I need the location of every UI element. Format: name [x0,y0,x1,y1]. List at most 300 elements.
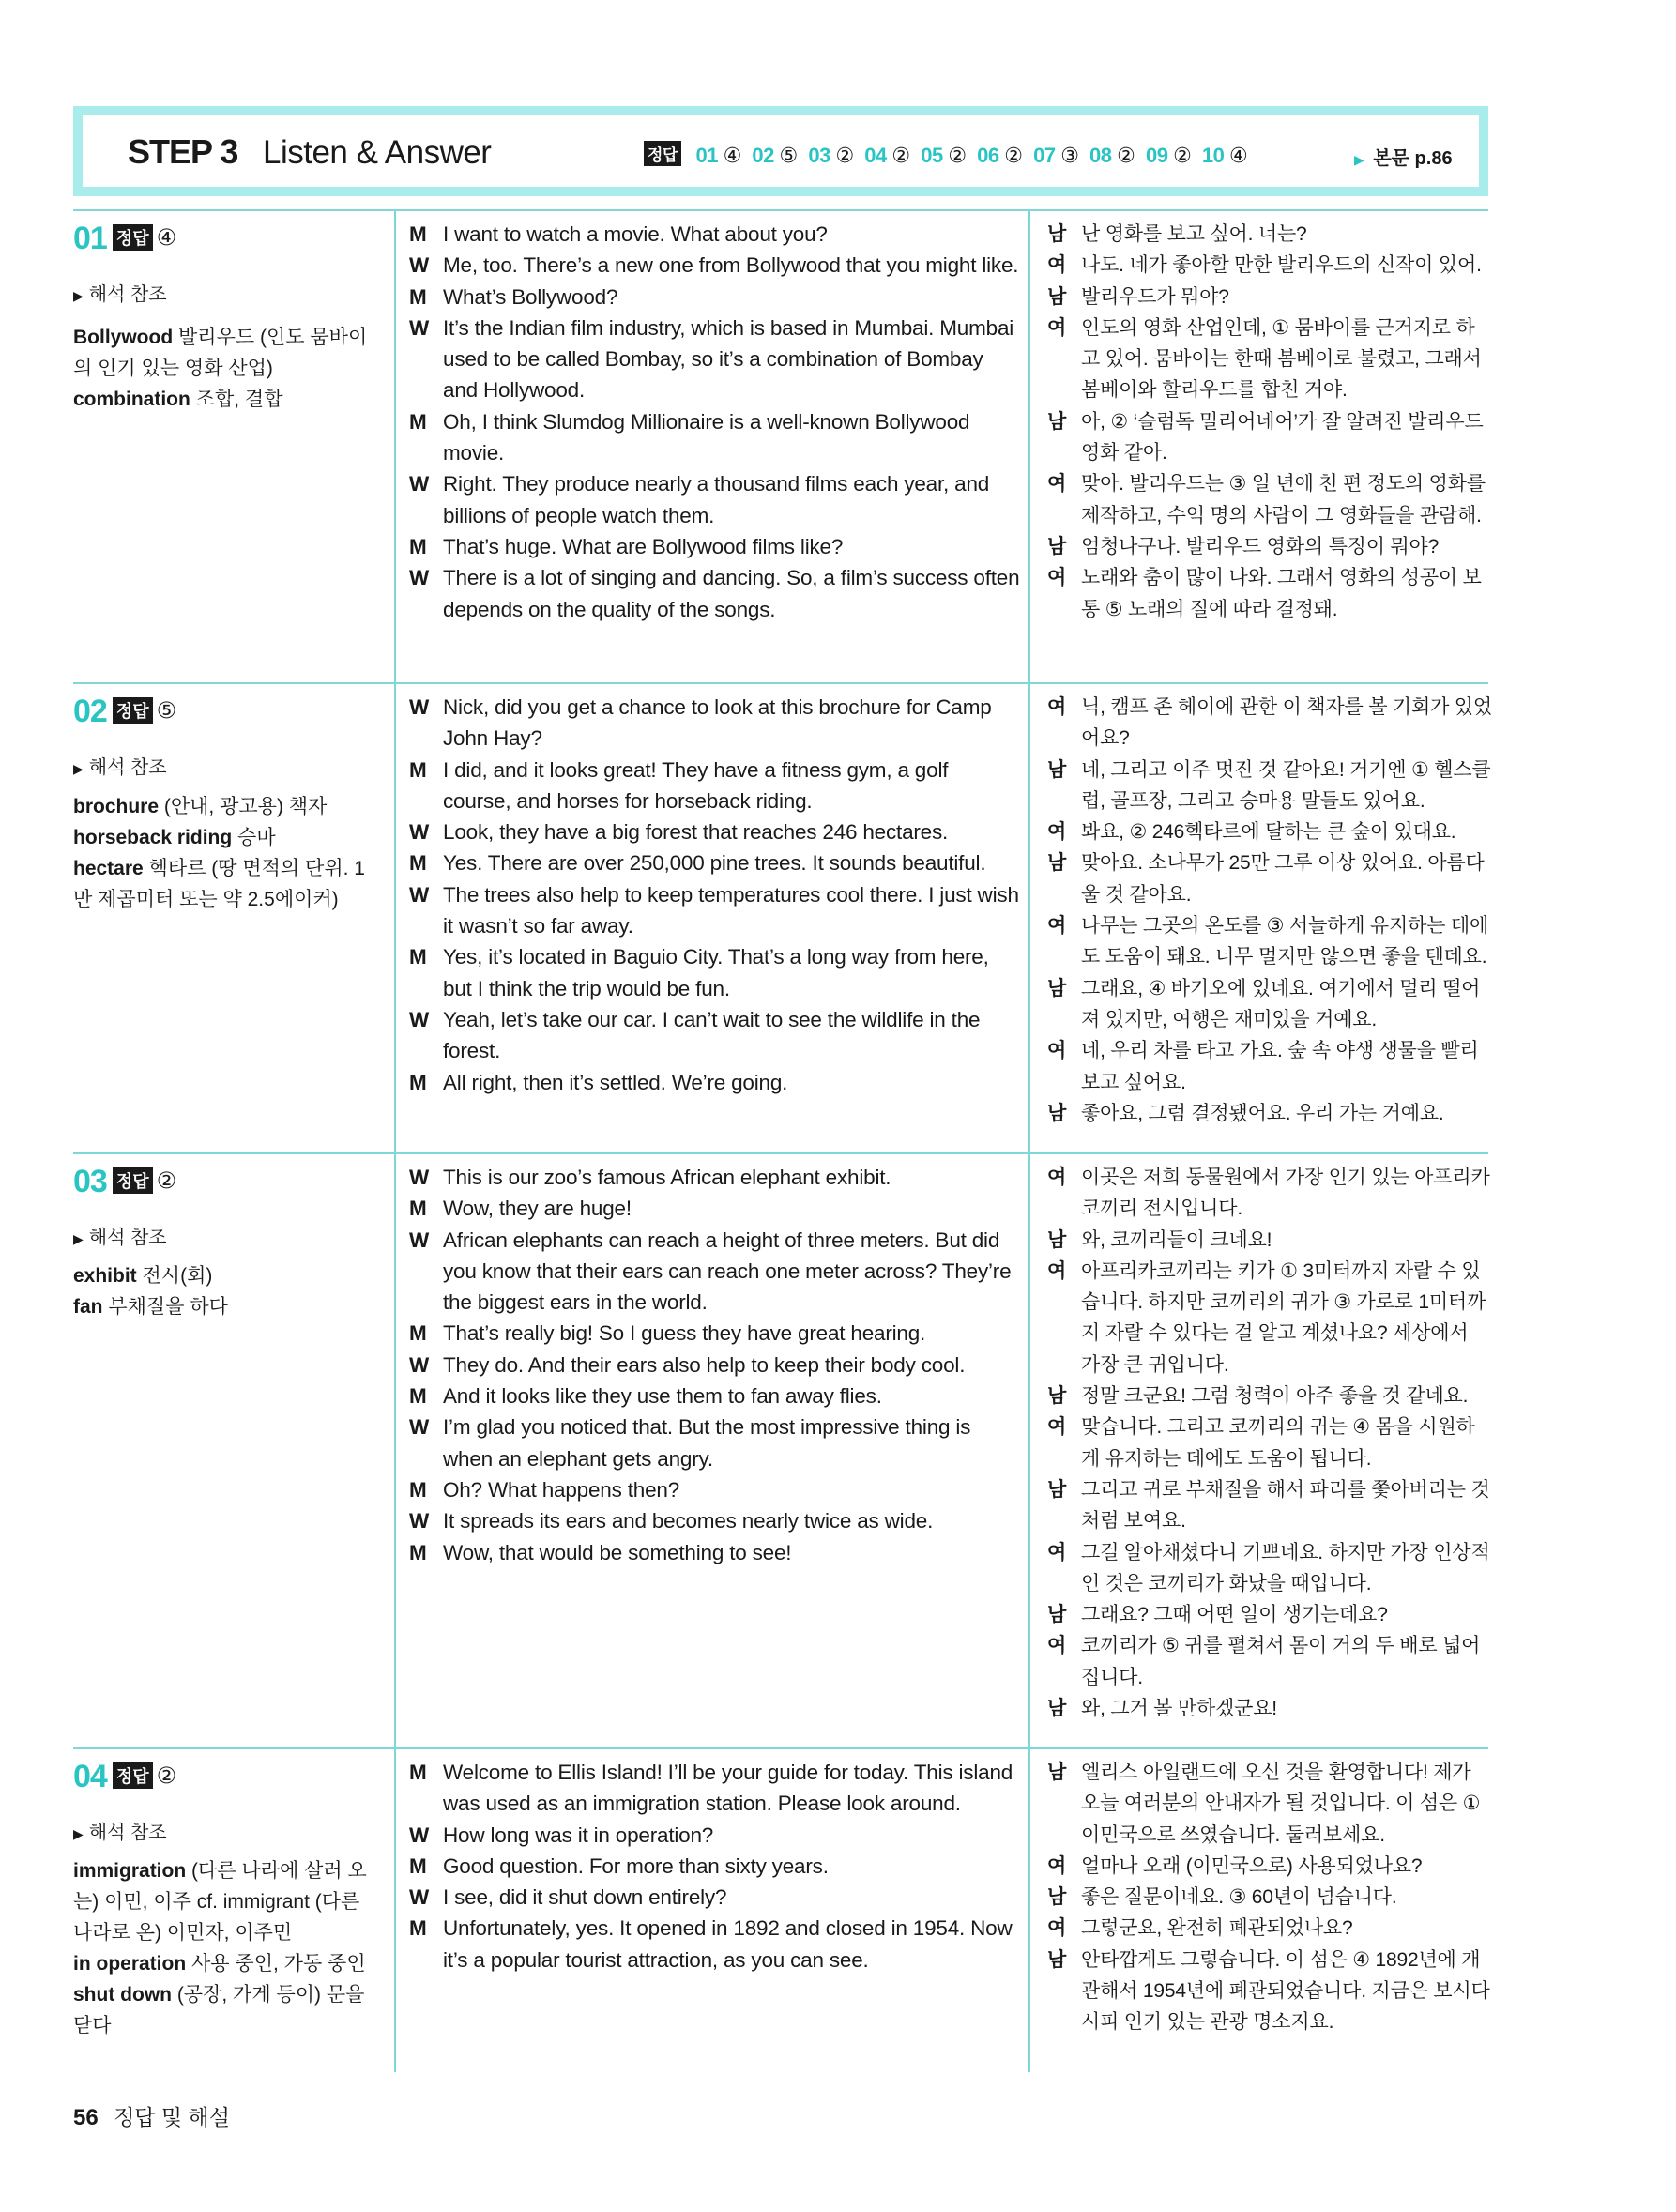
speaker: W [409,1509,430,1533]
note-text: 해석 참조 [88,1228,167,1248]
line-text: How long was it in operation? [443,1823,714,1847]
triangle-icon: ▶ [1354,152,1364,167]
line-text: 엄청나구나. 발리우드 영화의 특징이 뭐야? [1081,535,1440,557]
dialogue-line [409,531,1021,562]
line-text: 이곳은 저희 동물원에서 가장 인기 있는 아프리카 코끼리 전시입니다. [1081,1167,1490,1220]
line-text: And it looks like they use them to fan away flies. [443,1384,882,1409]
line-text: All right, then it’s settled. We’re going. [443,1070,788,1094]
answer-value: ② [942,144,972,167]
answer-item [1202,144,1247,167]
speaker: 남 [1047,1478,1067,1501]
translation-line [1047,1035,1492,1098]
translation-line [1047,1599,1492,1630]
dialogue-line [409,468,1021,531]
dialogue-line [409,941,1021,1004]
translation-line [1047,531,1492,562]
speaker: 여 [1047,567,1067,589]
speaker: W [409,820,430,845]
line-text: 난 영화를 보고 싶어. 너는? [1081,223,1307,245]
vocab-definition: 사용 중인, 가동 중인 [186,1953,366,1975]
vocab-definition: (안내, 광고용) 책자 [159,796,328,817]
line-text: 나도. 네가 좋아할 만한 발리우드의 신작이 있어. [1081,254,1482,277]
speaker: 남 [1047,1948,1067,1971]
line-text: There is a lot of singing and dancing. So, a film’s success often depends on the quality of the songs. [443,566,1020,621]
line-text: 엘리스 아일랜드에 오신 것을 환영합니다! 제가 오늘 여러분의 안내자가 될 것입니다. 이 섬은 ① 이민국으로 쓰였습니다. 둘러보세요. [1081,1762,1481,1846]
speaker: M [409,851,427,876]
vocab-item [73,384,373,415]
line-text: They do. And their ears also help to keep their body cool. [443,1352,966,1377]
answer-number: 09 [1145,144,1168,167]
vocab-definition: 전시(회) [136,1265,213,1287]
line-text: 그렇군요, 완전히 폐관되었나요? [1081,1917,1353,1940]
vocab-item [73,1291,373,1322]
korean-translation [1047,219,1492,625]
question-header [73,1759,176,1795]
speaker: W [409,1823,430,1847]
answer-item [864,144,915,167]
speaker: 여 [1047,254,1067,277]
speaker: W [409,472,430,496]
ref-label: 본문 [1373,148,1409,169]
speaker: M [409,1854,427,1878]
answer-item [808,144,859,167]
question-answer: ④ [156,225,177,251]
vocab-item [73,322,373,384]
footer-label: 정답 및 해설 [114,2105,230,2129]
vocabulary-list [73,322,373,415]
header-inner [83,115,1479,187]
line-text: 그래요? 그때 어떤 일이 생기는데요? [1081,1604,1388,1626]
translation-line [1047,1256,1492,1381]
line-text: Yes. There are over 250,000 pine trees. It sounds beautiful. [443,851,986,876]
speaker: 여 [1047,1635,1067,1657]
answer-list [695,144,1253,167]
vocab-item [73,1979,373,2041]
triangle-icon: ▶ [73,1231,84,1246]
line-text: Yes, it’s located in Baguio City. That’s a long way from here, but I think the trip would be fun. [443,945,989,1000]
speaker: M [409,534,427,558]
line-text: 코끼리가 ⑤ 귀를 펼쳐서 몸이 거의 두 배로 넓어집니다. [1081,1635,1481,1688]
speaker: 여 [1047,696,1067,718]
line-text: Right. They produce nearly a thousand films each year, and billions of people watch them. [443,472,990,527]
line-text: Nick, did you get a chance to look at this brochure for Camp John Hay? [443,695,992,751]
note-text: 해석 참조 [88,757,167,778]
line-text: 그리고 귀로 부채질을 해서 파리를 쫓아버리는 것처럼 보여요. [1081,1478,1490,1533]
answer-number: 02 [752,144,774,167]
korean-translation [1047,1757,1492,2038]
translation-line [1047,313,1492,406]
vocab-definition: 헥타르 (땅 면적의 단위. 1만 제곱미터 또는 약 2.5에이커) [73,858,365,910]
line-text: 나무는 그곳의 온도를 ③ 서늘하게 유지하는 데에도 도움이 돼요. 너무 멀지만 않으면 좋을 텐데요. [1081,915,1489,969]
translation-line [1047,755,1492,817]
answer-value: ② [1111,144,1140,167]
translation-line [1047,1757,1492,1851]
note-text: 해석 참조 [88,1823,167,1843]
speaker: W [409,1885,430,1910]
translation-line [1047,562,1492,625]
dialogue-line [409,1004,1021,1067]
vocab-item [73,853,373,915]
line-text: 그래요, ④ 바기오에 있네요. 여기에서 멀리 떨어져 있지만, 여행은 재미있을 거예요. [1081,977,1481,1030]
english-dialogue [409,1757,1021,1976]
dialogue-line [409,1757,1021,1820]
step-label: STEP 3 [128,132,238,171]
question-number: 03 [73,1164,107,1199]
speaker: M [409,757,427,782]
answer-number: 04 [864,144,887,167]
answer-item [752,144,802,167]
line-text: 아, ② ‘슬럼독 밀리어네어’가 잘 알려진 발리우드 영화 같아. [1081,410,1484,465]
translation-line [1047,468,1492,531]
vocab-item [73,1260,373,1291]
question-number: 01 [73,221,107,256]
speaker: W [409,1228,430,1252]
speaker: M [409,1477,427,1502]
line-text: 노래와 춤이 많이 나와. 그래서 영화의 성공이 보통 ⑤ 노래의 질에 따라 결정돼. [1081,567,1482,620]
dialogue-line [409,313,1021,406]
answer-tag: 정답 [113,697,153,724]
speaker: 남 [1047,1228,1067,1251]
translation-line [1047,910,1492,973]
line-text: 좋아요, 그럼 결정됐어요. 우리 가는 거예요. [1081,1102,1444,1124]
translation-note [73,1817,167,1844]
speaker: 여 [1047,1416,1067,1439]
speaker: 남 [1047,1385,1067,1408]
line-text: 안타깝게도 그렇습니다. 이 섬은 ④ 1892년에 개관해서 1954년에 폐관되었습니다. 지금은 보시다시피 인기 있는 관광 명소지요. [1081,1948,1490,2034]
speaker: W [409,695,430,719]
translation-line [1047,1851,1492,1882]
speaker: 남 [1047,1886,1067,1909]
speaker: 남 [1047,410,1067,433]
line-text: 인도의 영화 산업인데, ① 뭄바이를 근거지로 하고 있어. 뭄바이는 한때 봄베이로 불렸고, 그래서 봄베이와 할리우드를 합친 거야. [1081,316,1482,402]
answer-tag: 정답 [644,141,681,166]
speaker: 남 [1047,285,1067,308]
dialogue-line [409,1913,1021,1976]
line-text: I see, did it shut down entirely? [443,1885,727,1910]
translation-line [1047,219,1492,250]
dialogue-line [409,1193,1021,1224]
header-banner [73,106,1488,196]
vocab-item [73,1948,373,1979]
vocab-term: brochure [73,796,160,817]
translation-line [1047,1913,1492,1944]
divider [73,1152,1488,1154]
translation-line [1047,250,1492,281]
translation-line [1047,1537,1492,1600]
translation-line [1047,1630,1492,1693]
answer-value: ② [1167,144,1196,167]
translation-line [1047,1225,1492,1256]
translation-line [1047,1098,1492,1129]
speaker: M [409,1761,427,1784]
answer-item [1033,144,1084,167]
answer-value: ② [886,144,916,167]
line-text: I’m glad you noticed that. But the most impressive thing is when an elephant gets angry. [443,1415,971,1471]
translation-line [1047,1474,1492,1537]
vocab-term: fan [73,1296,103,1318]
question-header [73,221,176,257]
vocab-definition: (다른 나라에 살러 오는) 이민, 이주 cf. immigrant (다른 나라로 온) 이민자, 이주민 [73,1860,367,1944]
answer-number: 03 [808,144,830,167]
english-dialogue [409,1162,1021,1568]
speaker: 남 [1047,758,1067,781]
vocab-item [73,822,373,853]
english-dialogue [409,692,1021,1098]
speaker: 여 [1047,316,1067,339]
translation-note [73,1222,167,1249]
vocab-term: immigration [73,1860,187,1882]
translation-note [73,752,167,779]
speaker: 남 [1047,1698,1067,1720]
speaker: W [409,1007,430,1031]
line-text: Good question. For more than sixty years. [443,1854,829,1878]
line-text: Unfortunately, yes. It opened in 1892 and closed in 1954. Now it’s a popular tourist attraction, as you can see. [443,1916,1013,1972]
speaker: M [409,1197,427,1221]
line-text: 발리우드가 뭐야? [1081,285,1229,308]
speaker: 여 [1047,1167,1067,1188]
vocab-term: exhibit [73,1265,137,1287]
line-text: 닉, 캠프 존 헤이에 관한 이 책자를 볼 기회가 있었어요? [1081,696,1492,750]
speaker: 여 [1047,1541,1067,1564]
speaker: 남 [1047,1102,1067,1124]
answer-value: ④ [717,144,747,167]
translation-line [1047,973,1492,1036]
translation-line [1047,1411,1492,1474]
line-text: 네, 우리 차를 타고 가요. 숲 속 야생 생물을 빨리 보고 싶어요. [1081,1040,1479,1093]
dialogue-line [409,879,1021,942]
dialogue-line [409,847,1021,878]
question-number: 04 [73,1759,107,1794]
line-text: Wow, that would be something to see! [443,1540,792,1564]
speaker: 여 [1047,915,1067,938]
dialogue-line [409,1505,1021,1536]
question-header [73,694,176,730]
vocab-definition: (공장, 가게 등이) 문을 닫다 [73,1984,365,2037]
speaker: W [409,566,430,590]
translation-line [1047,1882,1492,1913]
speaker: 여 [1047,1040,1067,1062]
divider [73,682,1488,684]
triangle-icon: ▶ [73,1826,84,1841]
line-text: Welcome to Ellis Island! I’ll be your guide for today. This island was used as an immigration station. Please look around. [443,1761,1013,1816]
answer-number: 08 [1089,144,1112,167]
line-text: 와, 그거 볼 만하겠군요! [1081,1698,1277,1720]
answer-number: 01 [695,144,718,167]
speaker: W [409,1352,430,1377]
speaker: M [409,1540,427,1564]
speaker: M [409,409,427,434]
page-reference [1354,143,1453,170]
vocab-definition: 부채질을 하다 [102,1296,228,1318]
dialogue-line [409,1474,1021,1505]
line-text: I want to watch a movie. What about you? [443,222,828,246]
vocab-definition: 승마 [232,827,276,848]
dialogue-line [409,1350,1021,1381]
dialogue-line [409,692,1021,755]
column-divider [394,209,396,2072]
dialogue-line [409,282,1021,313]
dialogue-line [409,1882,1021,1913]
translation-line [1047,406,1492,469]
question-header [73,1164,176,1200]
page-footer [73,2100,230,2131]
line-text: 그걸 알아채셨다니 기쁘네요. 하지만 가장 인상적인 것은 코끼리가 화났을 때입니다. [1081,1541,1490,1594]
dialogue-line [409,562,1021,625]
line-text: 네, 그리고 이주 멋진 것 같아요! 거기엔 ① 헬스클럽, 골프장, 그리고 승마용 말들도 있어요. [1081,758,1491,812]
speaker: M [409,1916,427,1941]
translation-note [73,279,167,306]
triangle-icon: ▶ [73,761,84,776]
vocabulary-list [73,1855,373,2041]
triangle-icon: ▶ [73,288,84,303]
line-text: Oh, I think Slumdog Millionaire is a well-known Bollywood movie. [443,409,970,465]
dialogue-line [409,1381,1021,1411]
question-number: 02 [73,694,107,729]
answer-item [1146,144,1196,167]
speaker: M [409,1070,427,1094]
line-text: Wow, they are huge! [443,1197,632,1221]
speaker: 남 [1047,223,1067,245]
vocab-definition: 조합, 결합 [190,389,283,410]
line-text: Oh? What happens then? [443,1477,680,1502]
answer-value: ⑤ [773,144,803,167]
speaker: 남 [1047,852,1067,875]
answer-value: ③ [1055,144,1085,167]
divider [73,209,1488,211]
line-text: 와, 코끼리들이 크네요! [1081,1228,1272,1251]
divider [73,1747,1488,1749]
answer-tag: 정답 [113,1167,153,1194]
vocab-term: shut down [73,1984,172,2006]
answer-number: 06 [977,144,999,167]
speaker: M [409,1321,427,1346]
column-divider [1028,209,1030,2072]
dialogue-line [409,1225,1021,1319]
line-text: 정말 크군요! 그럼 청력이 아주 좋을 것 같네요. [1081,1385,1469,1408]
answer-item [977,144,1028,167]
line-text: 좋은 질문이네요. ③ 60년이 넘습니다. [1081,1886,1397,1909]
ref-page: p.86 [1414,148,1453,169]
vocab-term: hectare [73,858,144,879]
line-text: That’s huge. What are Bollywood films like? [443,534,844,558]
speaker: 여 [1047,1854,1067,1877]
speaker: 남 [1047,977,1067,999]
line-text: It spreads its ears and becomes nearly twice as wide. [443,1509,934,1533]
line-text: 봐요, ② 246헥타르에 달하는 큰 숲이 있대요. [1081,821,1456,844]
line-text: 맞아요. 소나무가 25만 그루 이상 있어요. 아름다울 것 같아요. [1081,852,1485,906]
answer-item [921,144,971,167]
vocab-item [73,1855,373,1948]
translation-line [1047,282,1492,313]
dialogue-line [409,816,1021,847]
line-text: The trees also help to keep temperatures cool there. I just wish it wasn’t so far away. [443,882,1019,938]
answer-tag: 정답 [113,224,153,251]
line-text: This is our zoo’s famous African elephant exhibit. [443,1166,891,1189]
speaker: M [409,1384,427,1409]
vocab-term: horseback riding [73,827,233,848]
dialogue-line [409,1851,1021,1882]
translation-line [1047,816,1492,847]
step-title: Listen & Answer [263,134,492,171]
speaker: M [409,284,427,309]
question-answer: ② [156,1763,177,1789]
speaker: M [409,945,427,969]
dialogue-line [409,1537,1021,1568]
line-text: African elephants can reach a height of three meters. But did you know that their ears can reach one meter across? They’re the biggest ears in the world. [443,1228,1012,1315]
english-dialogue [409,219,1021,625]
dialogue-line [409,219,1021,250]
speaker: W [409,882,430,907]
answer-value: ④ [1224,144,1248,167]
answer-value: ② [830,144,860,167]
speaker: 남 [1047,535,1067,557]
speaker: 여 [1047,821,1067,844]
page-number: 56 [73,2105,99,2130]
dialogue-line [409,406,1021,469]
answer-number: 07 [1033,144,1056,167]
answer-value: ② [998,144,1028,167]
line-text: 맞습니다. 그리고 코끼리의 귀는 ④ 몸을 시원하게 유지하는 데에도 도움이 됩니다. [1081,1416,1475,1470]
note-text: 해석 참조 [88,284,167,305]
vocabulary-list [73,791,373,915]
vocab-item [73,791,373,822]
dialogue-line [409,1411,1021,1474]
speaker: 여 [1047,1917,1067,1940]
line-text: 얼마나 오래 (이민국으로) 사용되었나요? [1081,1854,1423,1877]
dialogue-line [409,755,1021,817]
line-text: I did, and it looks great! They have a fitness gym, a golf course, and horses for horseback riding. [443,757,949,813]
speaker: 남 [1047,1604,1067,1626]
answer-item [1089,144,1140,167]
line-text: 아프리카코끼리는 키가 ① 3미터까지 자랄 수 있습니다. 하지만 코끼리의 귀가 ③ 가로로 1미터까지 자랄 수 있다는 걸 알고 계셨나요? 세상에서 가장 큰 귀입니다. [1081,1259,1486,1376]
dialogue-line [409,1067,1021,1098]
translation-line [1047,1693,1492,1724]
answer-number: 10 [1201,144,1225,167]
speaker: W [409,253,430,278]
speaker: W [409,1166,430,1189]
answer-item [695,144,746,167]
vocab-term: in operation [73,1953,187,1975]
speaker: 남 [1047,1762,1067,1783]
vocab-term: combination [73,389,190,410]
dialogue-line [409,1820,1021,1851]
speaker: 여 [1047,1259,1067,1282]
line-text: That’s really big! So I guess they have great hearing. [443,1321,926,1346]
line-text: It’s the Indian film industry, which is based in Mumbai. Mumbai used to be called Bombay, so it’s a combination of Bombay and Hollywood. [443,315,1014,403]
korean-translation [1047,1162,1492,1724]
line-text: Me, too. There’s a new one from Bollywood that you might like. [443,253,1019,278]
translation-line [1047,1381,1492,1411]
question-answer: ⑤ [156,698,177,724]
line-text: What’s Bollywood? [443,284,618,309]
speaker: W [409,1415,430,1440]
vocabulary-list [73,1260,373,1322]
speaker: W [409,315,430,340]
answer-tag: 정답 [113,1762,153,1789]
speaker: M [409,222,427,246]
dialogue-line [409,1318,1021,1349]
line-text: 맞아. 발리우드는 ③ 일 년에 천 편 정도의 영화를 제작하고, 수억 명의 사람이 그 영화들을 관람해. [1081,473,1486,526]
translation-line [1047,847,1492,910]
question-answer: ② [156,1168,177,1194]
answer-number: 05 [921,144,943,167]
line-text: Yeah, let’s take our car. I can’t wait to see the wildlife in the forest. [443,1007,981,1063]
translation-line [1047,1945,1492,2038]
translation-line [1047,1162,1492,1225]
speaker: 여 [1047,473,1067,496]
vocab-definition: 발리우드 (인도 뭄바이의 인기 있는 영화 산업) [73,327,368,379]
korean-translation [1047,692,1492,1129]
